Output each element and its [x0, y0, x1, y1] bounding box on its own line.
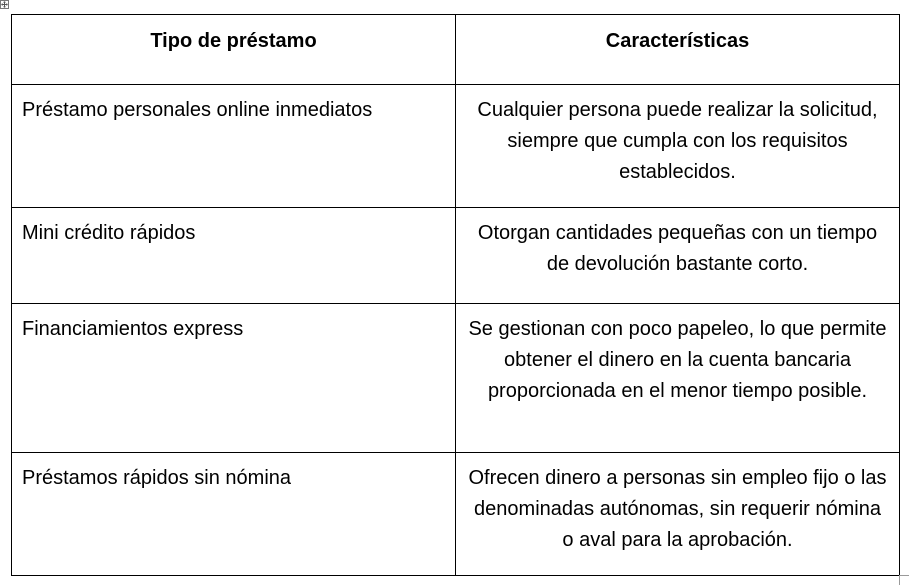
loan-description-cell: Ofrecen dinero a personas sin empleo fijo o las denominadas autónomas, sin requerir nómina o aval para la aprobación. [456, 453, 900, 576]
table-row [12, 304, 900, 453]
header-loan-type: Tipo de préstamo [12, 15, 456, 85]
table-resize-handle-icon[interactable] [899, 575, 909, 585]
table-row [12, 453, 900, 576]
table-row [12, 208, 900, 304]
loan-description-cell: Cualquier persona puede realizar la solicitud, siempre que cumpla con los requisitos establecidos. [456, 85, 900, 208]
table-header-row [12, 15, 900, 85]
loan-description-cell: Se gestionan con poco papeleo, lo que permite obtener el dinero en la cuenta bancaria proporcionada en el menor tiempo posible. [456, 304, 900, 453]
loan-type-cell: Mini crédito rápidos [12, 208, 456, 304]
header-characteristics: Características [456, 15, 900, 85]
loan-description-cell: Otorgan cantidades pequeñas con un tiempo de devolución bastante corto. [456, 208, 900, 304]
table-row [12, 85, 900, 208]
loan-type-cell: Financiamientos express [12, 304, 456, 453]
loan-types-table [11, 14, 900, 576]
table-move-handle-icon[interactable] [0, 0, 9, 9]
loan-type-cell: Préstamo personales online inmediatos [12, 85, 456, 208]
loan-type-cell: Préstamos rápidos sin nómina [12, 453, 456, 576]
